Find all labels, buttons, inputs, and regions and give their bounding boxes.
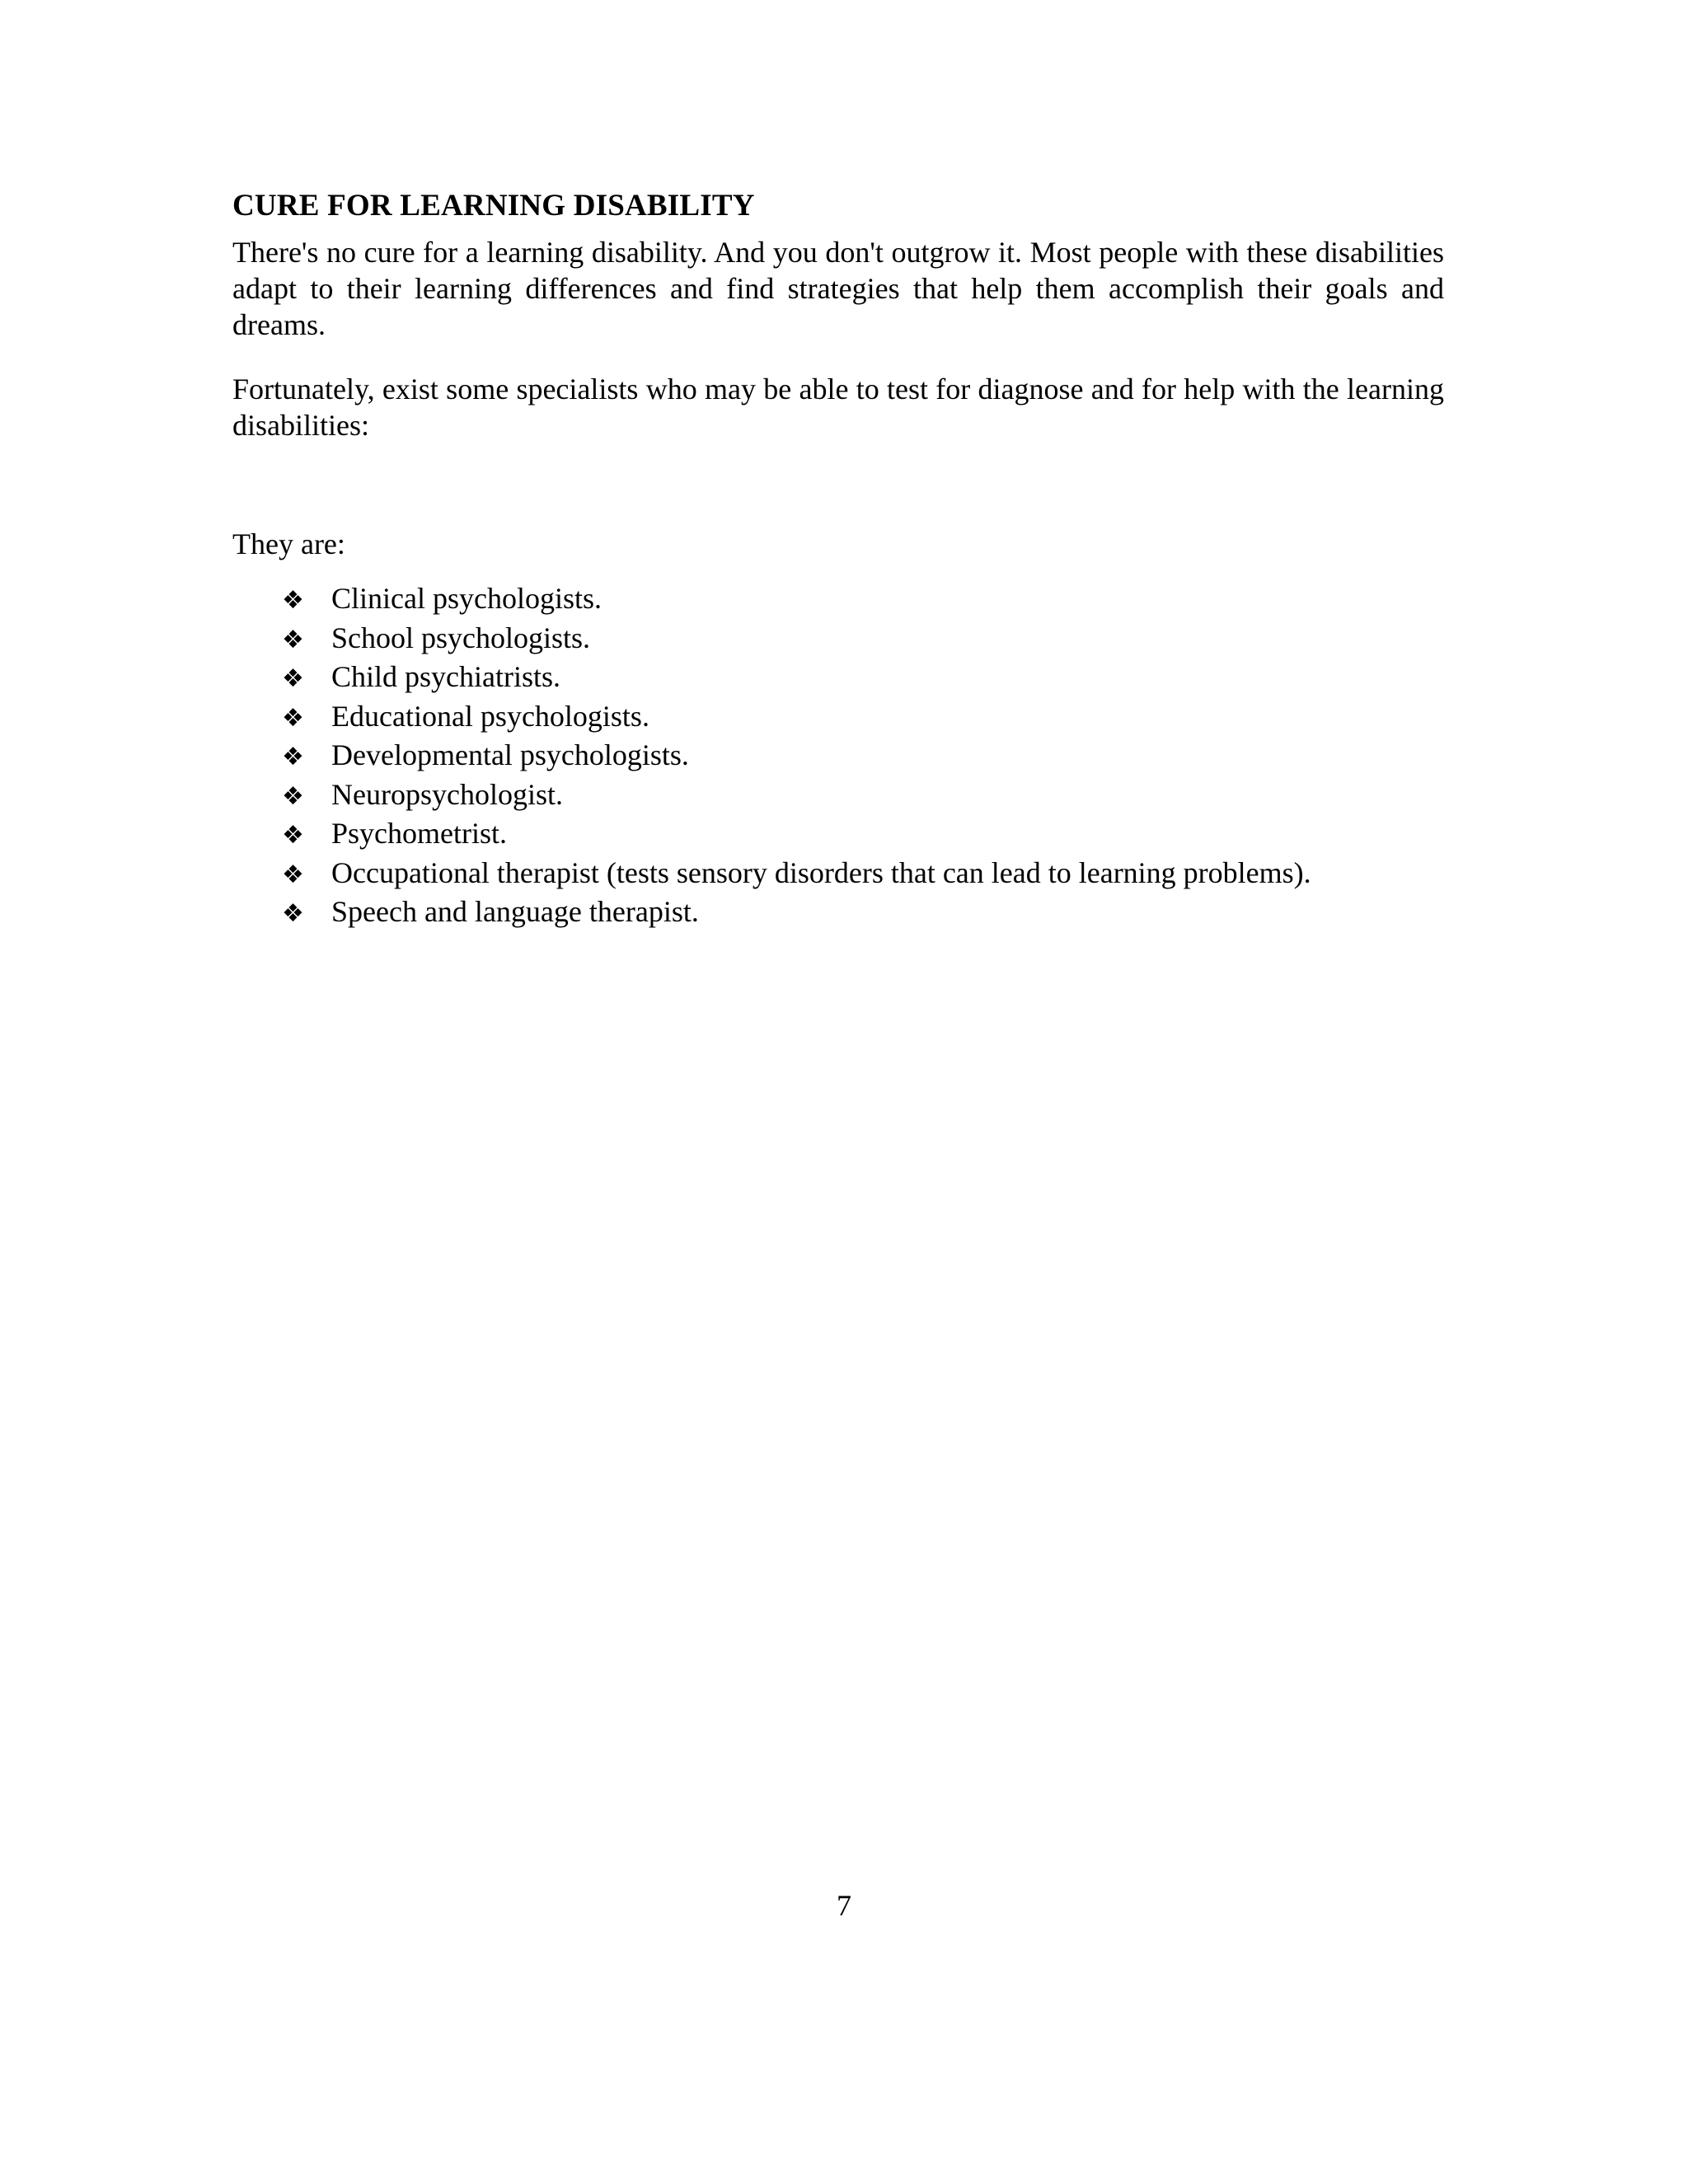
list-item	[232, 698, 1444, 738]
list-item	[232, 776, 1444, 816]
list-item-text: Speech and language therapist.	[331, 895, 699, 928]
list-item	[232, 620, 1444, 659]
intro-paragraph: There's no cure for a learning disability. And you don't outgrow it. Most people with these disabilities adapt to their learning differences and find strategies that help them accomplish their goals and dreams.	[232, 236, 1444, 341]
page-content	[232, 186, 1444, 933]
list-item	[232, 855, 1444, 894]
four-diamond-icon: ❖	[282, 664, 304, 693]
list-item-text: School psychologists.	[331, 621, 591, 654]
list-item	[232, 815, 1444, 855]
four-diamond-icon: ❖	[282, 703, 304, 733]
section-heading: CURE FOR LEARNING DISABILITY	[232, 189, 755, 223]
four-diamond-icon: ❖	[282, 899, 304, 928]
four-diamond-icon: ❖	[282, 743, 304, 771]
list-intro: They are:	[232, 527, 345, 560]
page-number: 7	[837, 1889, 851, 1922]
four-diamond-icon: ❖	[282, 586, 304, 615]
list-item-text: Neuropsychologist.	[331, 777, 563, 811]
list-item-text: Child psychiatrists.	[331, 660, 560, 693]
list-item-text: Clinical psychologists.	[331, 582, 602, 615]
four-diamond-icon: ❖	[282, 625, 304, 654]
list-item	[232, 893, 1444, 933]
specialists-list	[232, 580, 1444, 933]
specialists-paragraph: Fortunately, exist some specialists who may be able to test for diagnose and for help with the learning disabilities:	[232, 373, 1444, 442]
four-diamond-icon: ❖	[282, 781, 304, 811]
list-item	[232, 737, 1444, 776]
list-item-text: Educational psychologists.	[331, 699, 649, 733]
list-item-text: Occupational therapist (tests sensory disorders that can lead to learning problems).	[331, 855, 1311, 889]
four-diamond-icon: ❖	[282, 860, 304, 889]
list-item-text: Developmental psychologists.	[331, 738, 689, 771]
list-item-text: Psychometrist.	[331, 817, 507, 850]
list-item	[232, 580, 1444, 620]
four-diamond-icon: ❖	[282, 821, 304, 850]
list-item	[232, 658, 1444, 698]
